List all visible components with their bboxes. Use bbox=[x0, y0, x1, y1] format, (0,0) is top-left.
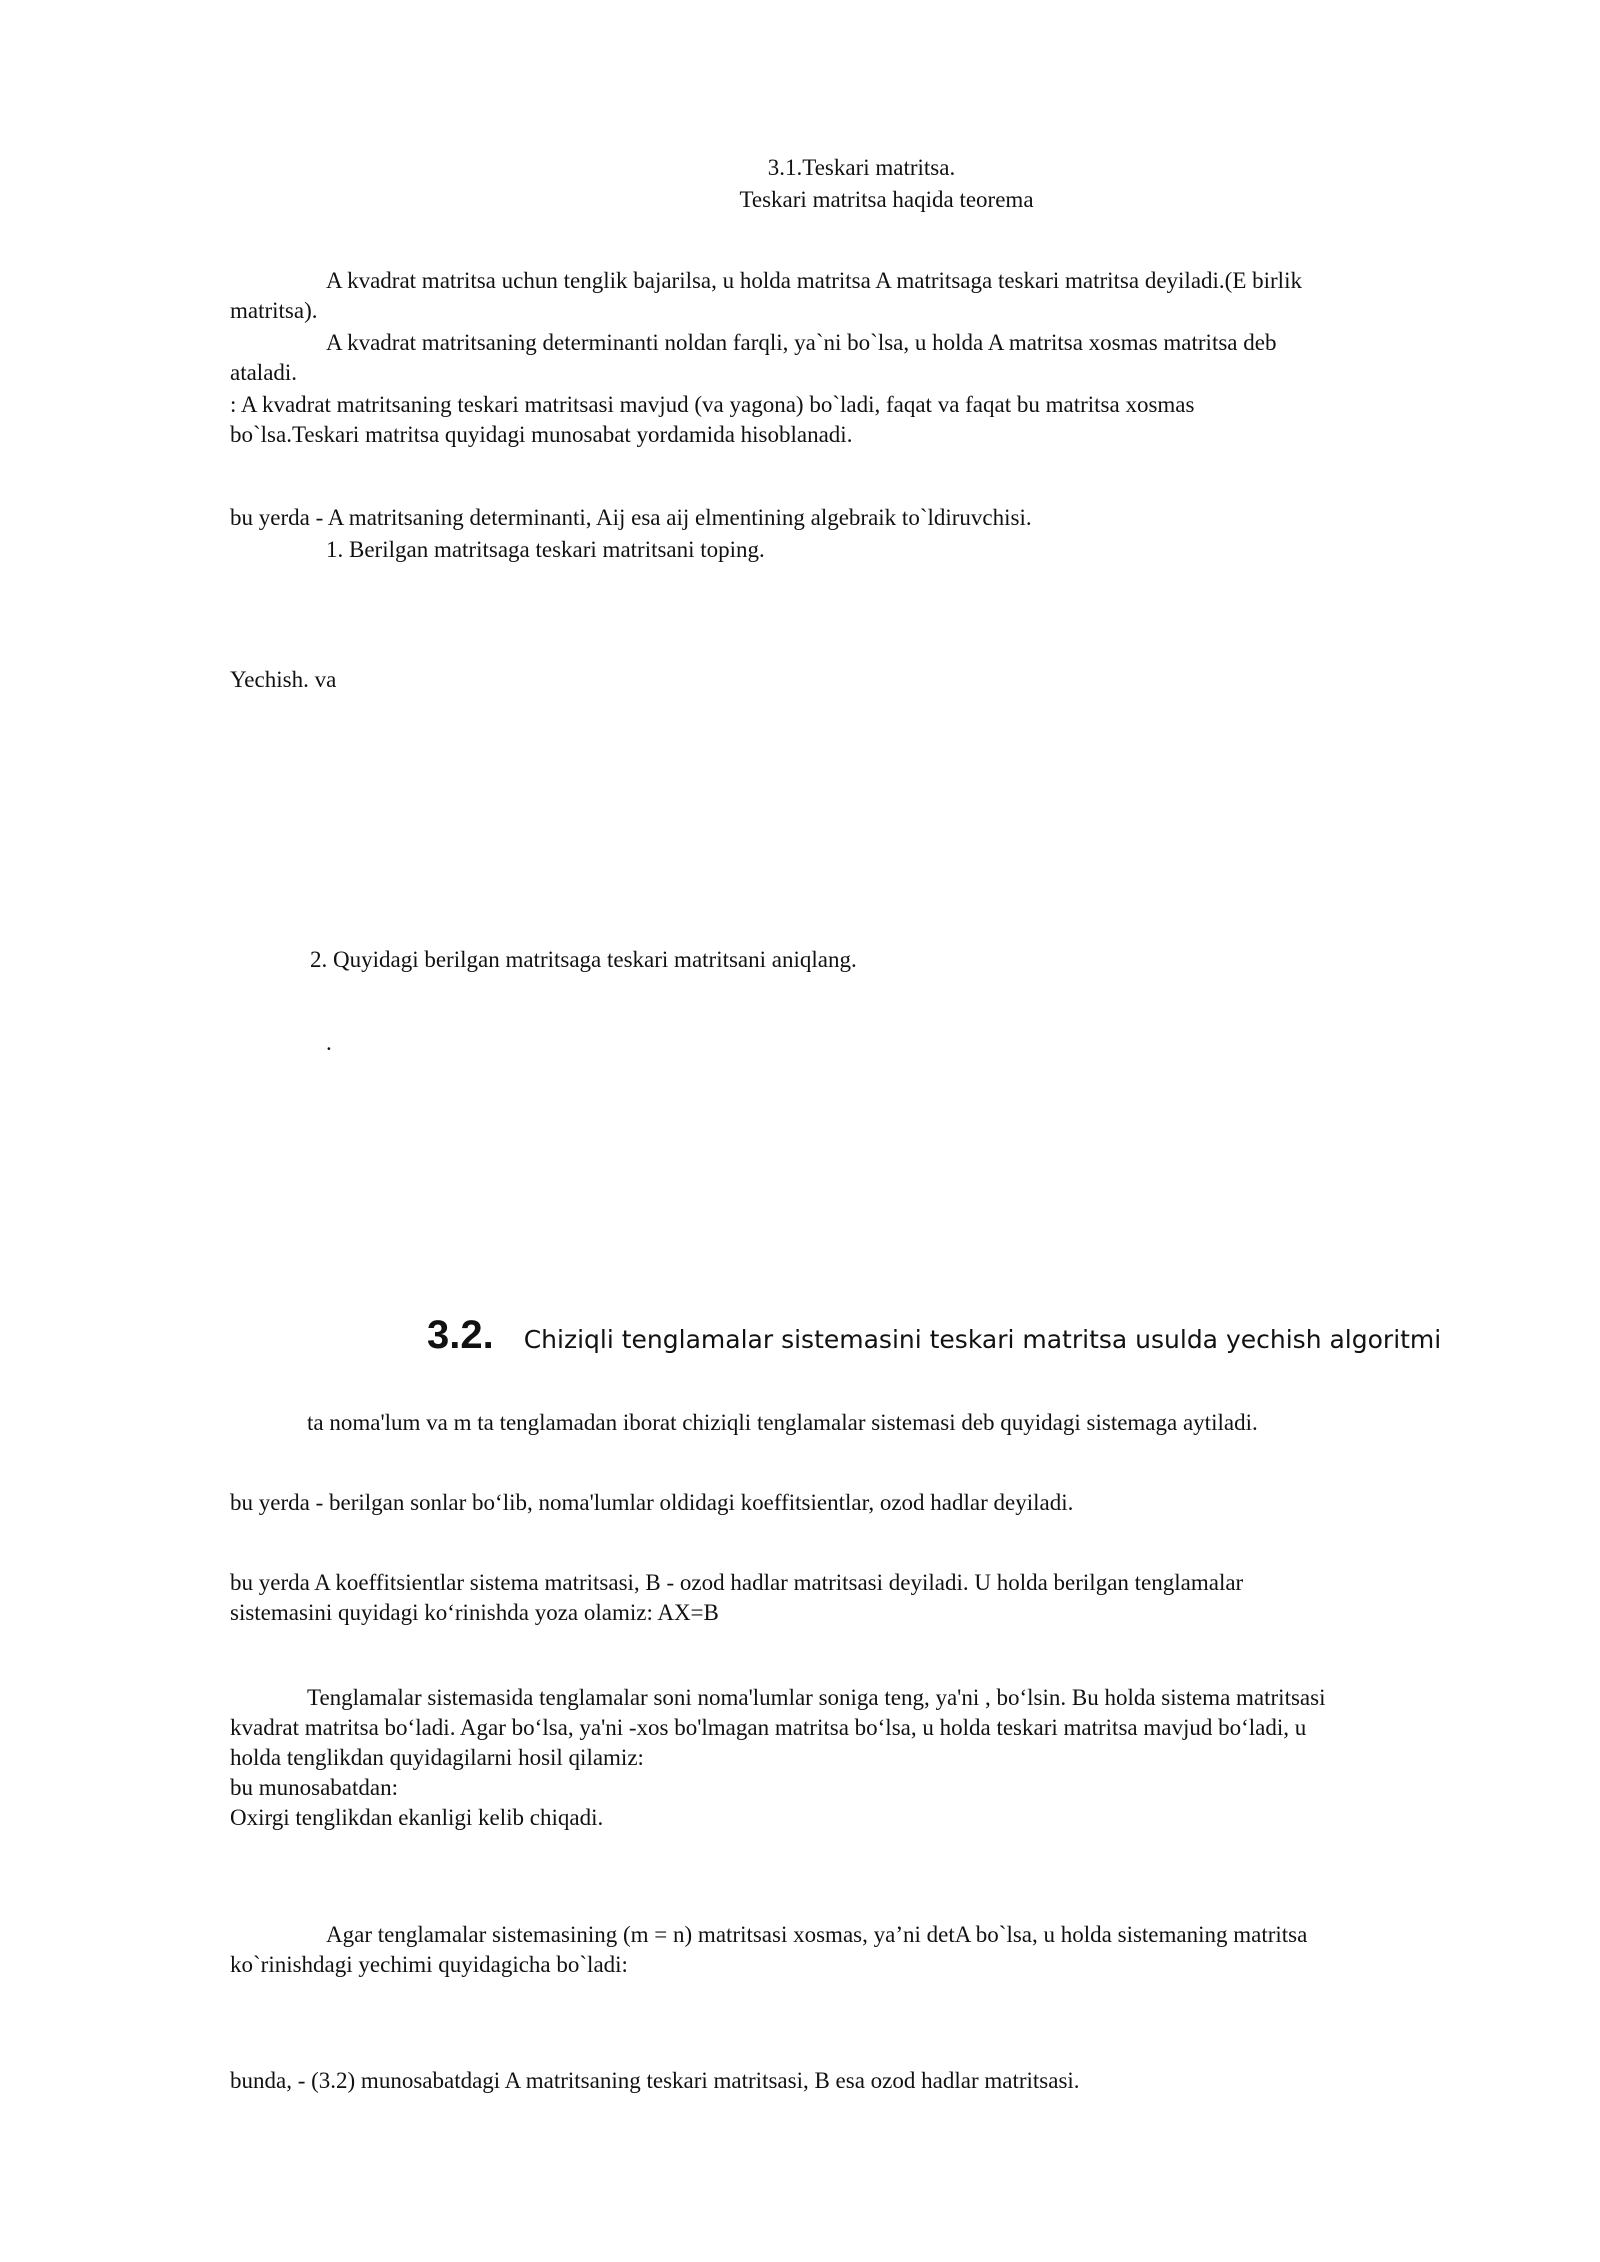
paragraph-definition-inverse bbox=[230, 266, 1493, 326]
paragraph-line: holda tenglikdan quyidagilarni hosil qilamiz: bbox=[230, 1745, 644, 1770]
paragraph-system-definition: ta noma'lum va m ta tenglamadan iborat chiziqli tenglamalar sistemasi deb quyidagi sistemaga aytiladi. bbox=[307, 1410, 1258, 1435]
paragraph-coefficients: bu yerda - berilgan sonlar bo‘lib, noma'lumlar oldidagi koeffitsientlar, ozod hadlar deyiladi. bbox=[230, 1490, 1074, 1515]
section-subtitle: Teskari matritsa haqida teorema bbox=[739, 187, 1034, 212]
paragraph-line: A kvadrat matritsa uchun tenglik bajarilsa, u holda matritsa A matritsaga teskari matritsa deyiladi.(E birlik bbox=[326, 268, 1302, 293]
paragraph-line: bu yerda A koeffitsientlar sistema matritsasi, B - ozod hadlar matritsasi deyiladi. U holda berilgan tenglamalar bbox=[230, 1570, 1244, 1595]
paragraph-line: matritsa). bbox=[230, 298, 318, 323]
paragraph-definition-nonsingular bbox=[230, 328, 1493, 388]
paragraph-line: ataladi. bbox=[230, 360, 298, 385]
solution-label: Yechish. va bbox=[230, 667, 337, 692]
example-1: 1. Berilgan matritsaga teskari matritsani toping. bbox=[326, 537, 765, 562]
section-2-title: Chiziqli tenglamalar sistemasini teskari matritsa usulda yechish algoritmi bbox=[523, 1325, 1442, 1354]
paragraph-line: A kvadrat matritsaning determinanti noldan farqli, ya`ni bo`lsa, u holda A matritsa xosmas matritsa deb bbox=[326, 330, 1277, 355]
paragraph-matrix-form bbox=[230, 1568, 1493, 1628]
paragraph-line: : A kvadrat matritsaning teskari matritsasi mavjud (va yagona) bo`ladi, faqat va faqat bu matritsa xosmas bbox=[230, 392, 1195, 417]
paragraph-line: Oxirgi tenglikdan ekanligi kelib chiqadi. bbox=[230, 1805, 604, 1830]
paragraph-line: ko`rinishdagi yechimi quyidagicha bo`ladi: bbox=[230, 1952, 628, 1977]
paragraph-final: bunda, - (3.2) munosabatdagi A matritsaning teskari matritsasi, B esa ozod hadlar matritsasi. bbox=[230, 2068, 1080, 2093]
section-2-heading bbox=[427, 1310, 1441, 1366]
paragraph-line: Tenglamalar sistemasida tenglamalar soni noma'lumlar soniga teng, ya'ni , bo‘lsin. Bu holda sistema matritsasi bbox=[307, 1685, 1326, 1710]
paragraph-solution-form bbox=[230, 1920, 1493, 1980]
paragraph-line: bo`lsa.Teskari matritsa quyidagi munosabat yordamida hisoblanadi. bbox=[230, 422, 853, 447]
example-2: 2. Quyidagi berilgan matritsaga teskari matritsani aniqlang. bbox=[310, 947, 857, 972]
paragraph-square-system bbox=[230, 1683, 1493, 1833]
paragraph-theorem bbox=[230, 390, 1493, 450]
paragraph-line: Agar tenglamalar sistemasining (m = n) matritsasi xosmas, ya’ni detA bo`lsa, u holda sistemaning matritsa bbox=[326, 1922, 1308, 1947]
paragraph-where: bu yerda - A matritsaning determinanti, Aij esa aij elmentining algebraik to`ldiruvchisi. bbox=[230, 505, 1032, 530]
paragraph-line: kvadrat matritsa bo‘ladi. Agar bo‘lsa, ya'ni -xos bo'lmagan matritsa bo‘lsa, u holda teskari matritsa mavjud bo‘ladi, u bbox=[230, 1715, 1307, 1740]
dot-mark: . bbox=[326, 1030, 332, 1055]
section-title: 3.1.Teskari matritsa. bbox=[767, 155, 956, 180]
paragraph-line: sistemasini quyidagi ko‘rinishda yoza olamiz: AX=B bbox=[230, 1600, 719, 1625]
paragraph-line: bu munosabatdan: bbox=[230, 1775, 398, 1800]
section-2-number: 3.2. bbox=[427, 1313, 494, 1357]
